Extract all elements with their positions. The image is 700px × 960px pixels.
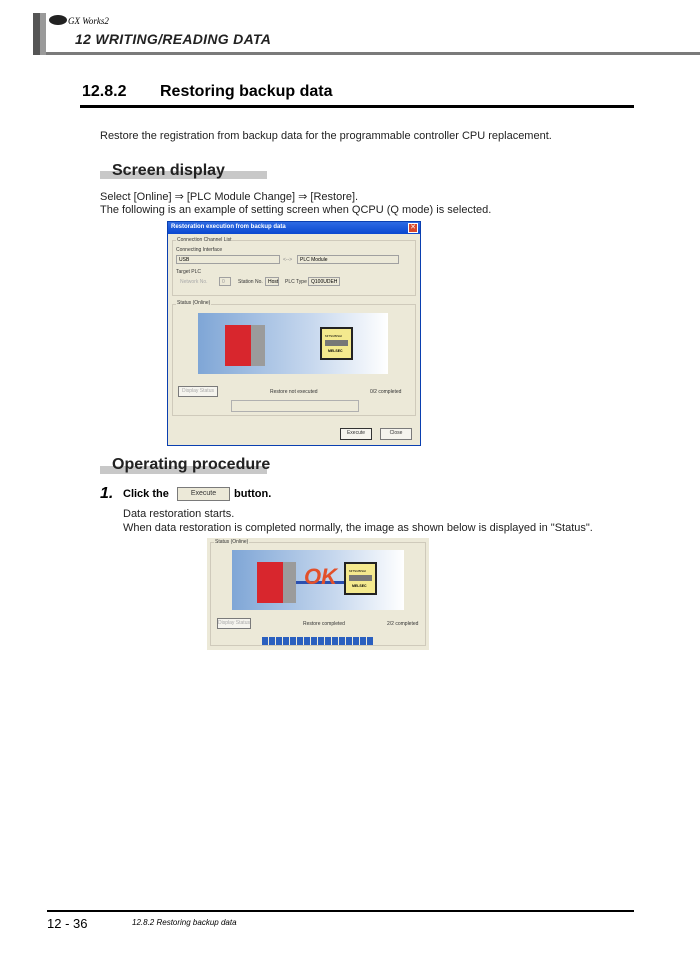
cpu-module-side-icon	[251, 325, 265, 366]
section-rule	[80, 105, 634, 108]
status-image	[198, 313, 388, 374]
header-bar	[33, 13, 40, 55]
plc-type-field: Q100UDEH	[308, 277, 340, 286]
progress-count: 2/2 completed	[387, 621, 419, 627]
section-title: Restoring backup data	[160, 83, 333, 100]
step-number: 1.	[100, 485, 114, 502]
close-button[interactable]: Close	[380, 428, 412, 440]
status-text: Restore completed	[303, 621, 345, 627]
cpu-module-icon	[225, 325, 251, 366]
dialog-title: Restoration execution from backup data	[168, 222, 420, 234]
step-text-pre: Click the	[123, 488, 169, 500]
execute-button-inline: Execute	[177, 487, 230, 501]
header-rule	[46, 52, 700, 55]
card-brand: MITSUBISHI	[349, 569, 367, 573]
melsoft-logo-icon	[49, 15, 67, 25]
ok-icon: OK	[304, 564, 337, 589]
product-name: GX Works2	[68, 16, 109, 26]
card-model: MELSEC	[352, 584, 367, 588]
target-plc-label: Target PLC	[176, 269, 202, 275]
example-text: The following is an example of setting screen when QCPU (Q mode) is selected.	[100, 204, 492, 216]
header-bar-light	[40, 13, 46, 55]
memory-card-icon	[344, 562, 377, 595]
status-image-ok	[232, 550, 404, 610]
cpu-module-icon	[257, 562, 283, 603]
network-no-field: 0	[219, 277, 231, 286]
cpu-module-side-icon	[283, 562, 296, 603]
interface-field: USB	[176, 255, 280, 264]
progress-bar-full	[262, 632, 380, 642]
intro-text: Restore the registration from backup data for the programmable controller CPU replacement.	[100, 130, 552, 142]
display-status-button[interactable]: Display Status	[217, 618, 251, 629]
memory-card-icon	[320, 327, 353, 360]
page-number: 12 - 36	[47, 916, 88, 931]
channel-list-label: Connection Channel List	[177, 237, 232, 243]
screen-display-heading: Screen display	[112, 162, 225, 179]
card-label-area	[349, 575, 372, 581]
plc-type-label: PLC Type	[285, 279, 307, 285]
progress-bar	[231, 400, 359, 412]
chapter-title: 12 WRITING/READING DATA	[75, 31, 272, 47]
footer-title: 12.8.2 Restoring backup data	[132, 918, 237, 927]
execute-button[interactable]: Execute	[340, 428, 372, 440]
status-group-label: Status (Online)	[177, 300, 211, 306]
restore-dialog	[167, 221, 421, 446]
progress-count: 0/2 completed	[370, 389, 402, 395]
interface-label: Connecting Interface	[176, 247, 223, 253]
plc-module-field: PLC Module	[297, 255, 399, 264]
status-group-label-2: Status (Online)	[215, 539, 249, 545]
display-status-button[interactable]: Display Status	[178, 386, 218, 397]
status-complete-panel	[207, 538, 429, 650]
status-text: Restore not executed	[270, 389, 318, 395]
step-desc-1: Data restoration starts.	[123, 508, 235, 520]
footer-rule	[47, 910, 634, 912]
close-icon[interactable]: ✕	[408, 223, 418, 233]
card-label-area	[325, 340, 348, 346]
menu-path-text: Select [Online] ⇒ [PLC Module Change] ⇒ [Restore].	[100, 191, 359, 203]
arrow-label: <-->	[283, 257, 293, 263]
operating-procedure-heading: Operating procedure	[112, 456, 271, 473]
network-no-label: Network No.	[180, 279, 208, 285]
step-text-post: button.	[234, 488, 272, 500]
station-no-field: Host	[265, 277, 279, 286]
card-model: MELSEC	[328, 349, 343, 353]
step-desc-2: When data restoration is completed normally, the image as shown below is displayed in "Status".	[123, 522, 593, 534]
station-no-label: Station No.	[238, 279, 263, 285]
section-number: 12.8.2	[82, 83, 127, 100]
card-brand: MITSUBISHI	[325, 334, 343, 338]
